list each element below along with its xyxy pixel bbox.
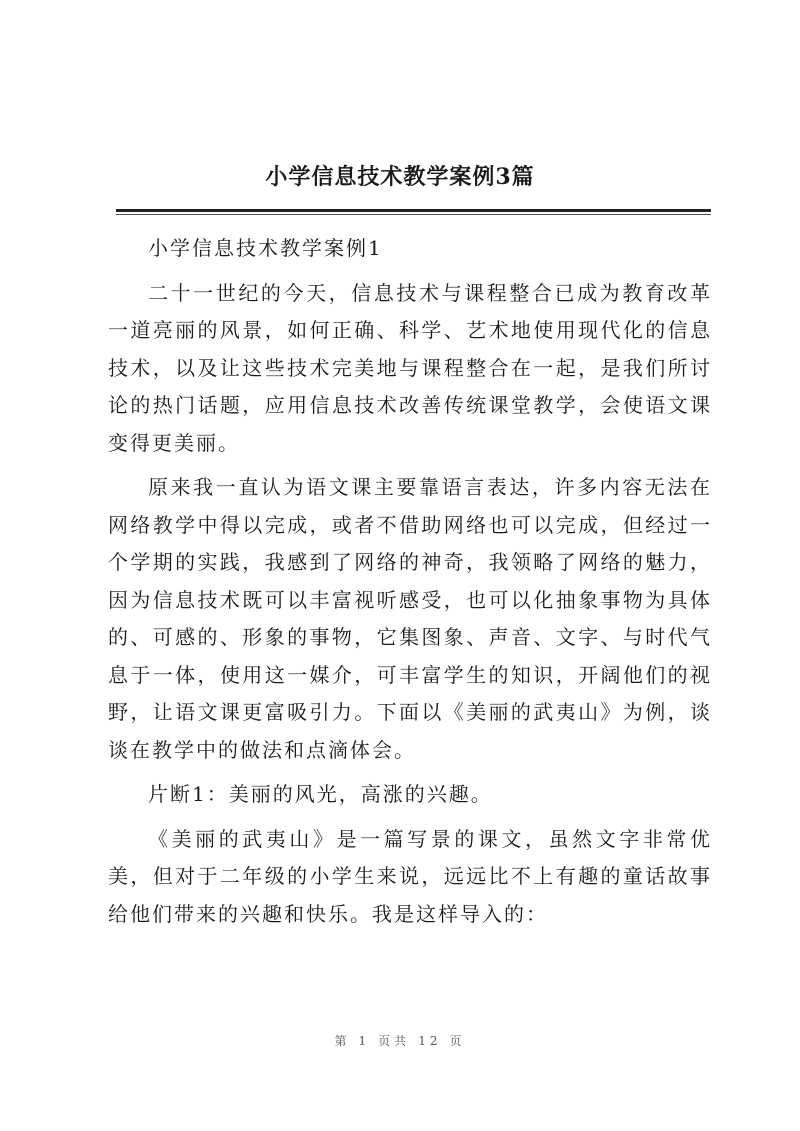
page-footer <box>0 1032 800 1049</box>
title-divider <box>116 209 711 212</box>
footer-total-pages: 12 <box>418 1034 442 1048</box>
footer-current-page: 1 <box>358 1034 371 1048</box>
paragraph: 《美丽的武夷山》是一篇写景的课文，虽然文字非常优美，但对于二年级的小学生来说，远远比不上有趣的童话故事给他们带来的兴趣和快乐。我是这样导入的： <box>108 826 712 926</box>
footer-label-of: 页共 <box>378 1034 411 1048</box>
section-heading: 小学信息技术教学案例1 <box>148 236 383 260</box>
footer-label-page: 第 <box>334 1034 351 1048</box>
document-body <box>108 230 712 940</box>
footer-label-end: 页 <box>449 1034 466 1048</box>
paragraph: 原来我一直认为语文课主要靠语言表达，许多内容无法在网络教学中得以完成，或者不借助网络也可以完成，但经过一个学期的实践，我感到了网络的神奇，我领略了网络的魅力，因为信息技术既可以丰富视听感受，也可以化抽象事物为具体的、可感的、形象的事物，它集图象、声音、文字、与时代气息于一体，使用这一媒介，可丰富学生的知识，开阔他们的视野，让语文课更富吸引力。下面以《美丽的武夷山》为例，谈谈在教学中的做法和点滴体会。 <box>108 475 712 762</box>
document-title: 小学信息技术教学案例3篇 <box>265 164 535 190</box>
subsection-heading: 片断1：美丽的风光，高涨的兴趣。 <box>148 782 493 806</box>
paragraph: 二十一世纪的今天，信息技术与课程整合已成为教育改革一道亮丽的风景，如何正确、科学、艺术地使用现代化的信息技术，以及让这些技术完美地与课程整合在一起，是我们所讨论的热门话题，应用信息技术改善传统课堂教学，会使语文课变得更美丽。 <box>108 280 712 455</box>
title-divider-thin <box>116 214 711 215</box>
